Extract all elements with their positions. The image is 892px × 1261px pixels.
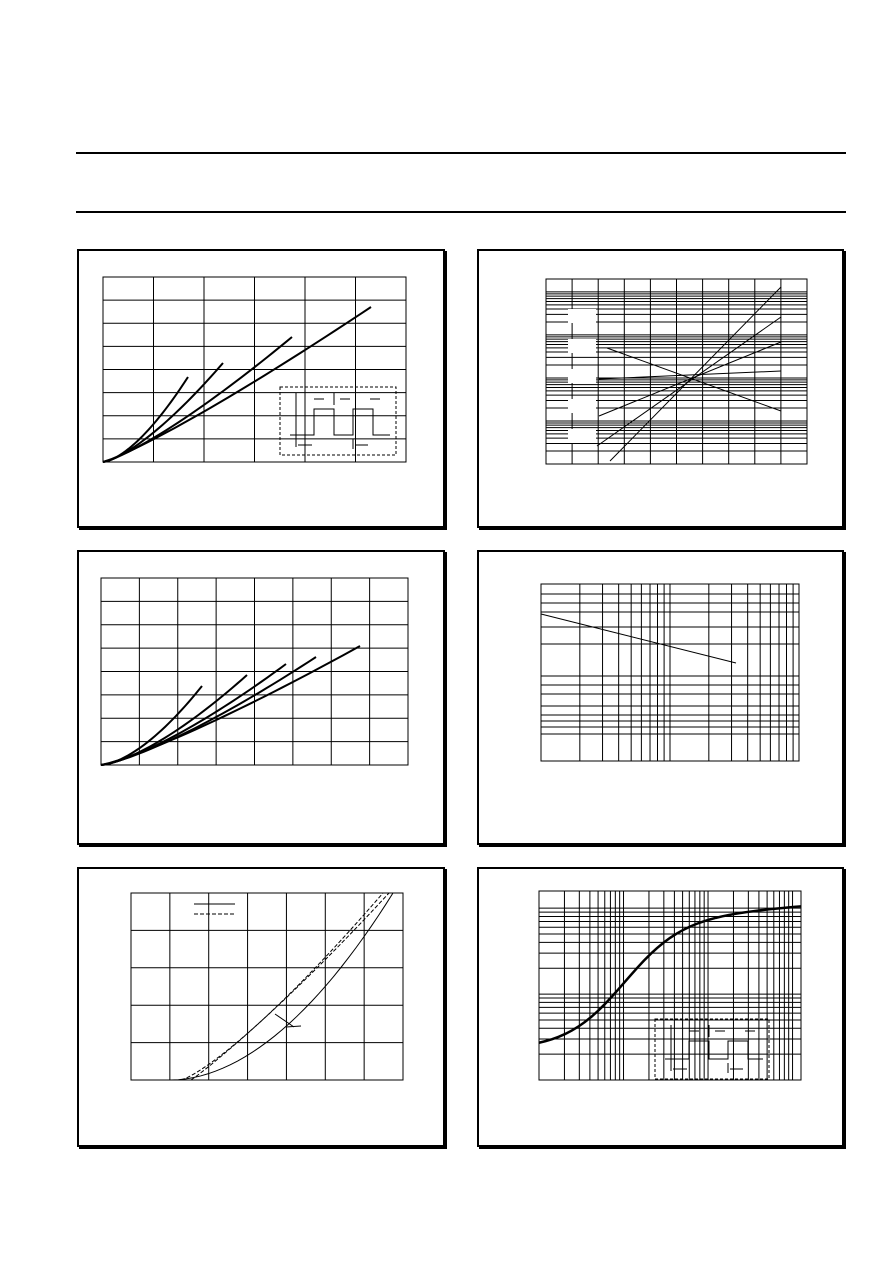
figure-3-chart <box>79 552 447 847</box>
fig2-curve-label-bg <box>568 309 596 323</box>
fig2-curve-label-bg <box>568 339 596 353</box>
fig5-curve-3 <box>191 893 389 1080</box>
fig3-curve-2 <box>101 675 247 765</box>
figure-6-chart <box>479 869 846 1149</box>
figure-2-panel <box>477 249 844 528</box>
fig6-plot-frame <box>539 891 801 1080</box>
fig6-inset-pulse-train <box>665 1041 763 1059</box>
figure-5-chart <box>79 869 447 1149</box>
fig5-plot-frame <box>131 893 403 1080</box>
fig5-curve-2 <box>181 893 383 1080</box>
fig2-curve-1 <box>610 287 781 461</box>
fig3-curve-4 <box>101 657 316 765</box>
figure-3-panel <box>77 550 445 845</box>
figure-2-chart <box>479 251 846 530</box>
fig4-curve-1 <box>541 614 736 663</box>
fig2-curve-3 <box>599 342 781 416</box>
figure-4-panel <box>477 550 844 845</box>
fig5-annotation-arrow-2 <box>286 1026 301 1027</box>
fig5-annotation-arrow <box>275 1014 294 1027</box>
fig5-curve-1 <box>171 893 393 1080</box>
fig1-curve-3 <box>103 337 292 462</box>
fig2-curve-label-bg <box>568 369 596 383</box>
header-rule-top <box>76 152 846 154</box>
fig1-inset-frame <box>280 387 396 455</box>
fig3-curve-3 <box>101 664 286 765</box>
fig2-curve-label-bg <box>568 429 596 443</box>
figure-1-panel <box>77 249 445 528</box>
figure-4-chart <box>479 552 846 847</box>
figure-1-chart <box>79 251 447 530</box>
fig2-curve-label-bg <box>568 399 596 413</box>
fig1-curve-1 <box>103 377 188 462</box>
figure-5-panel <box>77 867 445 1147</box>
fig3-curve-1 <box>101 686 202 765</box>
header-rule-bottom <box>76 211 846 213</box>
figure-6-panel <box>477 867 844 1147</box>
